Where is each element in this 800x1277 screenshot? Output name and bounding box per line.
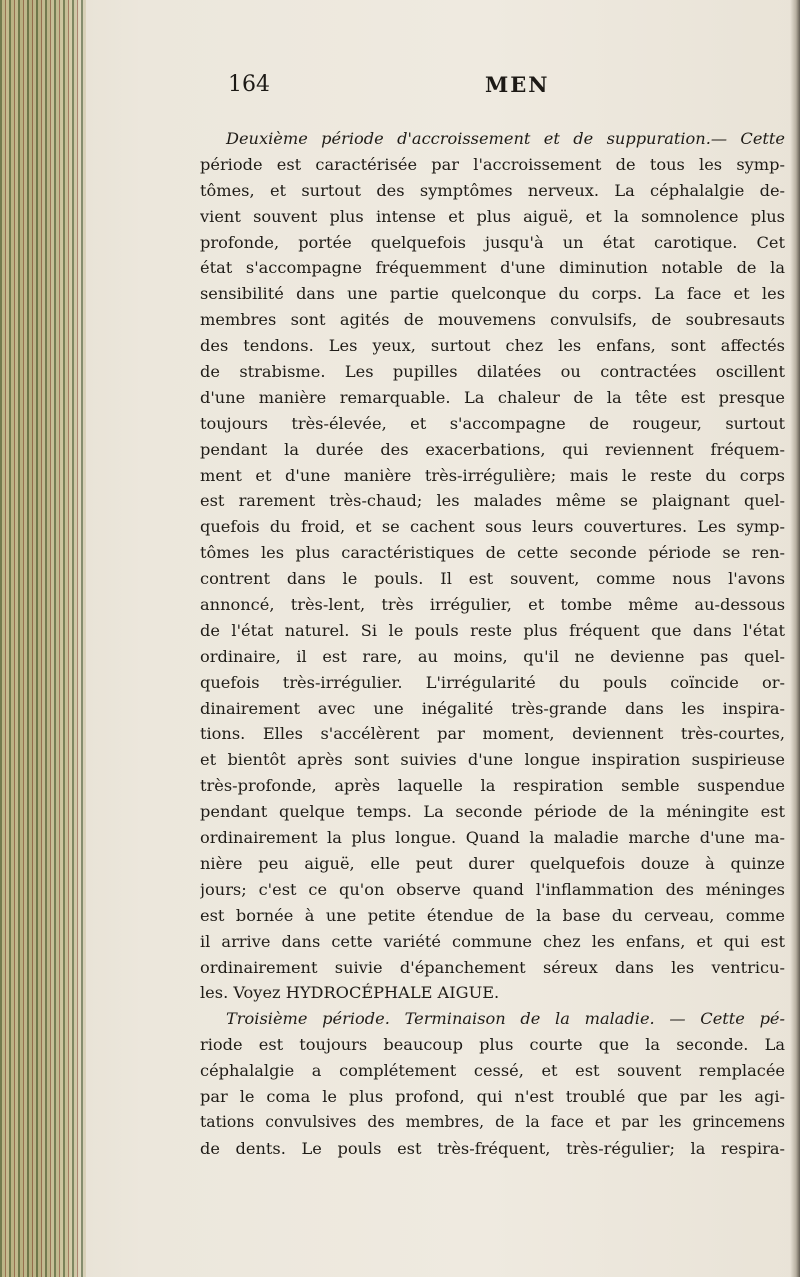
text-line: des tendons. Les yeux, surtout chez les enfans, sont affectés xyxy=(200,336,785,356)
text-line: état s'accompagne fréquemment d'une diminution notable de la xyxy=(200,258,785,278)
text-line: d'une manière remarquable. La chaleur de la tête est presque xyxy=(200,387,785,407)
page-number: 164 xyxy=(228,72,270,97)
text-line: riode est toujours beaucoup plus courte que la seconde. La xyxy=(200,1035,785,1055)
text-line: tions. Elles s'accélèrent par moment, deviennent très-courtes, xyxy=(200,724,785,744)
text-line: ordinairement suivie d'épanchement séreux dans les ventricu- xyxy=(200,957,785,977)
text-line: est rarement très-chaud; les malades même se plaignant quel- xyxy=(200,491,785,511)
text-line: très-profonde, après laquelle la respiration semble suspendue xyxy=(200,776,785,796)
body-text xyxy=(200,126,785,1162)
text-line: Troisième période. Terminaison de la maladie. — Cette pé- xyxy=(226,1009,785,1029)
text-line: ordinairement la plus longue. Quand la maladie marche d'une ma- xyxy=(200,828,785,848)
text-line: dinairement avec une inégalité très-grande dans les inspira- xyxy=(200,698,785,718)
running-head: MEN xyxy=(485,72,550,97)
text-line: de dents. Le pouls est très-fréquent, très-régulier; la respira- xyxy=(200,1138,785,1158)
text-line: il arrive dans cette variété commune chez les enfans, et qui est xyxy=(200,931,785,951)
text-line: ordinaire, il est rare, au moins, qu'il ne devienne pas quel- xyxy=(200,646,785,666)
text-line: tations convulsives des membres, de la face et par les grincemens xyxy=(200,1112,785,1131)
text-line: annoncé, très-lent, très irrégulier, et tombe même au-dessous xyxy=(200,595,785,615)
book-binding-edge xyxy=(0,0,86,1277)
text-line: pendant la durée des exacerbations, qui reviennent fréquem- xyxy=(200,439,785,459)
page-header xyxy=(228,72,728,112)
text-line: les. Voyez HYDROCÉPHALE AIGUE. xyxy=(200,983,500,1003)
text-line: pendant quelque temps. La seconde période de la méningite est xyxy=(200,802,785,822)
text-line: ment et d'une manière très-irrégulière; mais le reste du corps xyxy=(200,465,785,485)
text-line: par le coma le plus profond, qui n'est troublé que par les agi- xyxy=(200,1086,785,1106)
text-line: céphalalgie a complétement cessé, et est souvent remplacée xyxy=(200,1061,785,1081)
text-line: est bornée à une petite étendue de la base du cerveau, comme xyxy=(200,905,785,925)
text-line: profonde, portée quelquefois jusqu'à un état carotique. Cet xyxy=(200,232,785,252)
text-line: contrent dans le pouls. Il est souvent, comme nous l'avons xyxy=(200,569,785,589)
text-line: de strabisme. Les pupilles dilatées ou contractées oscillent xyxy=(200,362,785,382)
text-line: de l'état naturel. Si le pouls reste plus fréquent que dans l'état xyxy=(200,620,785,640)
text-line: membres sont agités de mouvemens convulsifs, de soubresauts xyxy=(200,310,785,330)
text-line: sensibilité dans une partie quelconque du corps. La face et les xyxy=(200,284,785,304)
text-line: tômes les plus caractéristiques de cette seconde période se ren- xyxy=(200,543,785,563)
text-line: quefois du froid, et se cachent sous leurs couvertures. Les symp- xyxy=(200,517,785,537)
text-line: jours; c'est ce qu'on observe quand l'inflammation des méninges xyxy=(200,879,785,899)
text-line: quefois très-irrégulier. L'irrégularité du pouls coïncide or- xyxy=(200,672,785,692)
text-line: période est caractérisée par l'accroissement de tous les symp- xyxy=(200,154,785,174)
text-line: nière peu aiguë, elle peut durer quelquefois douze à quinze xyxy=(200,853,785,873)
text-line: Deuxième période d'accroissement et de suppuration.— Cette xyxy=(226,129,785,148)
text-line: tômes, et surtout des symptômes nerveux. La céphalalgie de- xyxy=(200,180,785,200)
page-shadow-edge xyxy=(790,0,800,1277)
text-line: vient souvent plus intense et plus aiguë, et la somnolence plus xyxy=(200,206,785,226)
text-line: et bientôt après sont suivies d'une longue inspiration suspirieuse xyxy=(200,750,785,770)
text-line: toujours très-élevée, et s'accompagne de rougeur, surtout xyxy=(200,413,785,433)
